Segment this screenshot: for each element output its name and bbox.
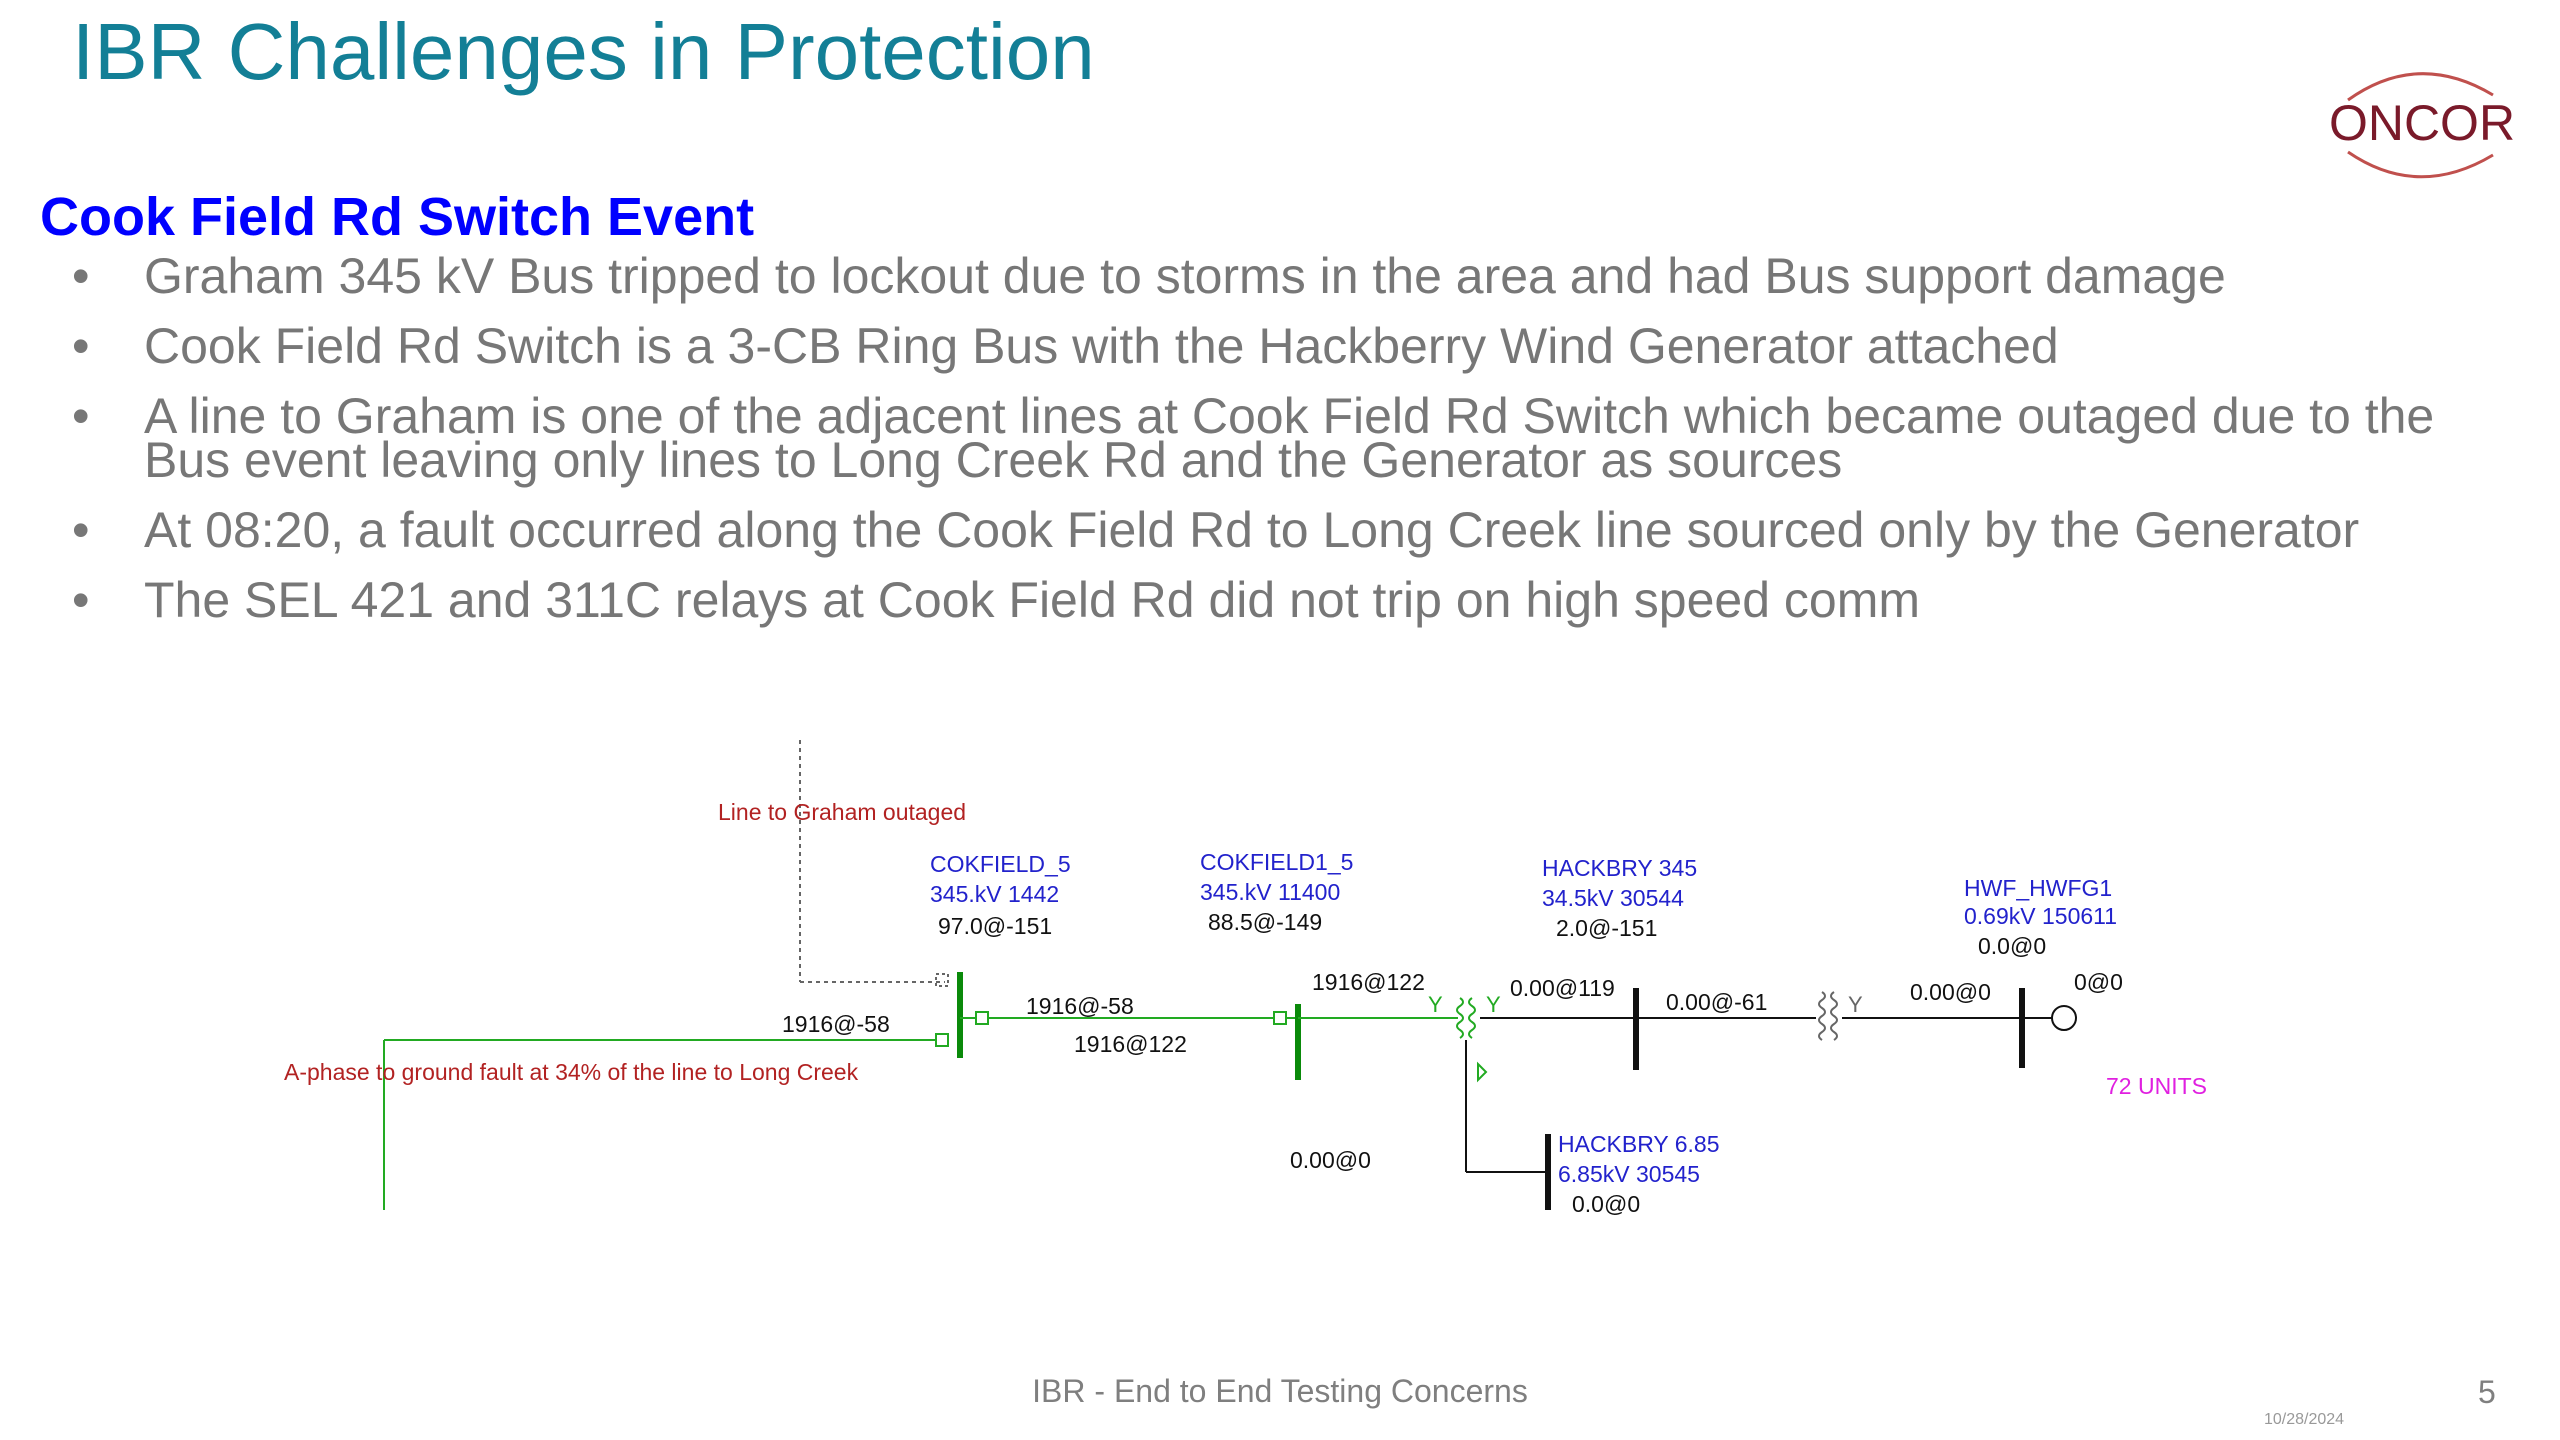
- flow-tie-right: 1916@122: [1074, 1031, 1187, 1057]
- graham-outage-label: Line to Graham outaged: [718, 799, 967, 825]
- bullet-item: [72, 572, 2512, 628]
- svg-text:Y: Y: [1428, 992, 1443, 1017]
- bullet-dot: •: [72, 388, 90, 444]
- cokfield1-5-value: 88.5@-149: [1208, 909, 1323, 935]
- bullet-text: The SEL 421 and 311C relays at Cook Field Rd did not trip on high speed comm: [144, 572, 1921, 628]
- bullet-item: [72, 318, 2512, 374]
- flow-gen-out: 0@0: [2074, 969, 2123, 995]
- flow-below-tie: 0.00@0: [1290, 1147, 1371, 1173]
- hackbry-345-name: HACKBRY 345: [1542, 855, 1698, 881]
- bullet-text: Cook Field Rd Switch is a 3-CB Ring Bus with the Hackberry Wind Generator attached: [144, 318, 2059, 374]
- graham-breaker: [936, 974, 948, 986]
- bullet-item: [72, 248, 2512, 304]
- units-label: 72 UNITS: [2106, 1073, 2207, 1099]
- hackbry-345-info: 34.5kV 30544: [1542, 885, 1684, 911]
- flow-mid-line: 0.00@-61: [1666, 989, 1768, 1015]
- bullet-list: [72, 248, 2512, 648]
- bullet-dot: •: [72, 318, 90, 374]
- cokfield-5-value: 97.0@-151: [938, 913, 1053, 939]
- generator-icon: [2052, 1006, 2076, 1030]
- footer-text: IBR - End to End Testing Concerns: [1032, 1373, 1528, 1409]
- long-creek-breaker: [936, 1034, 948, 1046]
- bullet-item: [72, 388, 2512, 488]
- slide-title: IBR Challenges in Protection: [72, 7, 1095, 96]
- cokfield1-5-name: COKFIELD1_5: [1200, 849, 1354, 875]
- svg-text:Y: Y: [1486, 992, 1501, 1017]
- hwf-hwfg1-name: HWF_HWFG1: [1964, 875, 2113, 901]
- tie-breaker-right: [1274, 1012, 1286, 1024]
- transformer-icon: [1428, 992, 1501, 1080]
- hackbry-685-name: HACKBRY 6.85: [1558, 1131, 1720, 1157]
- flow-gen-line: 0.00@0: [1910, 979, 1991, 1005]
- flow-long-creek: 1916@-58: [782, 1011, 890, 1037]
- hackbry-685-info: 6.85kV 30545: [1558, 1161, 1700, 1187]
- footer-date: 10/28/2024: [2264, 1411, 2345, 1428]
- bullet-dot: •: [72, 502, 90, 558]
- cokfield1-5-info: 345.kV 11400: [1200, 879, 1341, 905]
- svg-text:Y: Y: [1848, 992, 1863, 1017]
- hwf-hwfg1-info: 0.69kV 150611: [1964, 903, 2118, 929]
- event-subtitle: Cook Field Rd Switch Event: [40, 187, 755, 247]
- gsu-transformer-icon: [1819, 992, 1863, 1040]
- one-line-diagram: [0, 730, 2560, 1250]
- bullet-text: A line to Graham is one of the adjacent lines at Cook Field Rd Switch which became outaged due to the Bus event leaving only lines to Long Creek Rd and the Generator as sources: [144, 388, 2435, 488]
- bullet-dot: •: [72, 572, 90, 628]
- flow-xfmr-out: 0.00@119: [1510, 975, 1615, 1001]
- bullet-text: Graham 345 kV Bus tripped to lockout due to storms in the area and had Bus support damage: [144, 248, 2226, 304]
- bullet-item: [72, 502, 2512, 558]
- oncor-logo: [2318, 60, 2530, 190]
- flow-tie-left: 1916@-58: [1026, 993, 1134, 1019]
- flow-xfmr-in: 1916@122: [1312, 969, 1425, 995]
- page-number: 5: [2478, 1374, 2496, 1410]
- hackbry-345-value: 2.0@-151: [1556, 915, 1658, 941]
- bullet-text: At 08:20, a fault occurred along the Cook Field Rd to Long Creek line sourced only by the Generator: [144, 502, 2360, 558]
- hwf-hwfg1-value: 0.0@0: [1978, 933, 2047, 959]
- cokfield-5-name: COKFIELD_5: [930, 851, 1071, 877]
- bullet-dot: •: [72, 248, 90, 304]
- cokfield-5-info: 345.kV 1442: [930, 881, 1060, 907]
- tie-breaker-left: [976, 1012, 988, 1024]
- logo-wordmark: ONCOR: [2328, 95, 2516, 151]
- fault-label: A-phase to ground fault at 34% of the line to Long Creek: [284, 1059, 859, 1085]
- hackbry-685-value: 0.0@0: [1572, 1191, 1641, 1217]
